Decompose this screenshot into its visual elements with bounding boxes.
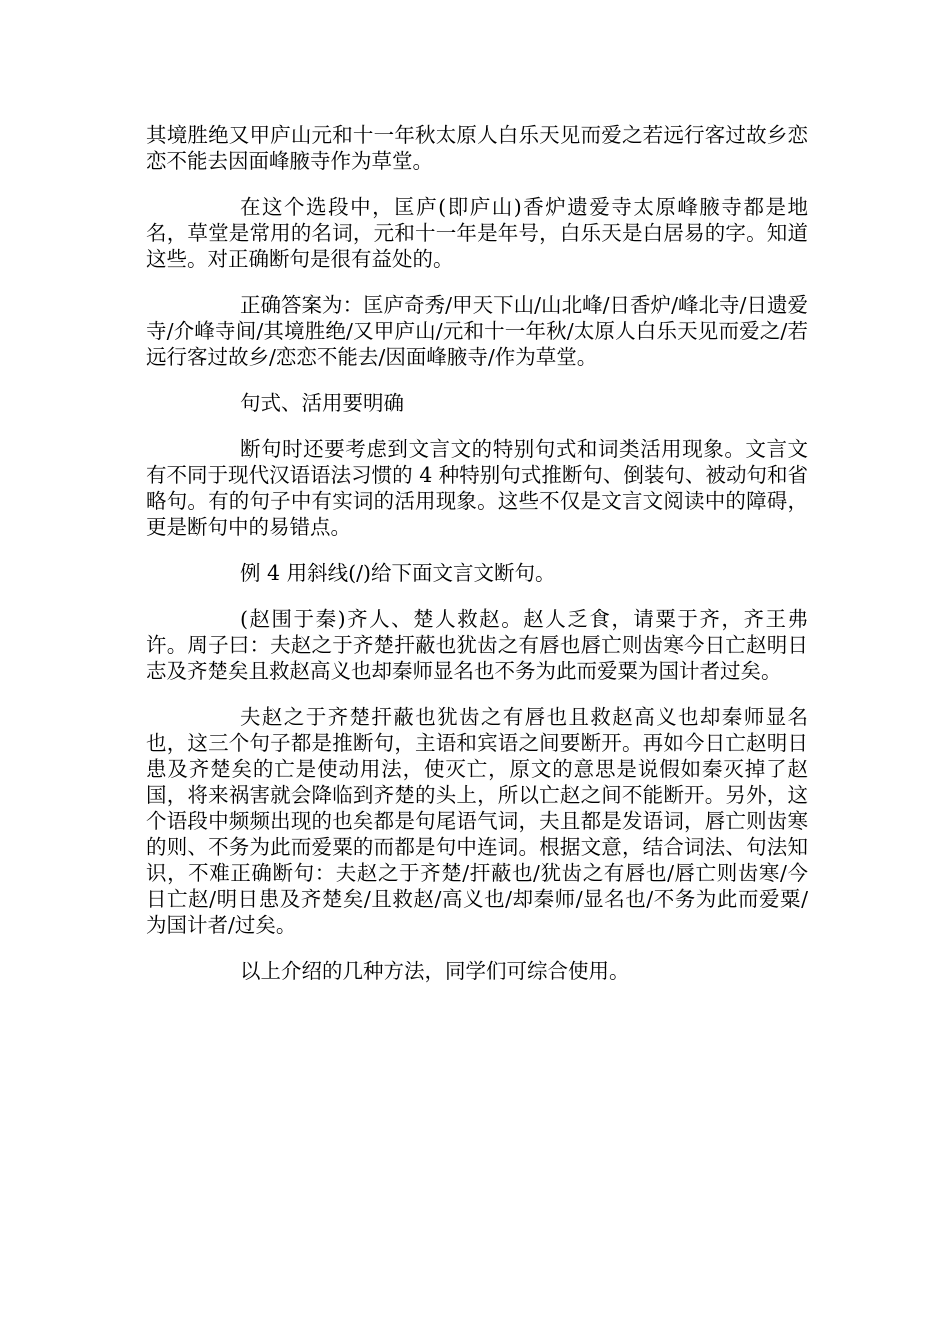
example-prompt: 例 4 用斜线(/)给下面文言文断句。 [240,561,556,585]
paragraph-2: 在这个选段中，匡庐(即庐山)香炉遗爱寺太原峰腋寺都是地名，草堂是常用的名词，元和十一年是年号，白乐天是白居易的字。知道这些。对正确断句是很有益处的。 [146,195,808,271]
paragraph-1: 其境胜绝又甲庐山元和十一年秋太原人白乐天见而爱之若远行客过故乡恋恋不能去因面峰腋寺作为草堂。 [146,123,808,173]
paragraph-8: 夫赵之于齐楚扞蔽也犹齿之有唇也且救赵高义也却秦师显名也，这三个句子都是推断句，主语和宾语之间要断开。再如今日亡赵明日患及齐楚矣的亡是使动用法，使灭亡，原文的意思是说假如秦灭掉了赵国，将来祸害就会降临到齐楚的头上，所以亡赵之间不能断开。另外，这个语段中频频出现的也矣都是句尾语气词，夫且都是发语词，唇亡则齿寒的则、不务为此而爱粟的而都是句中连词。根据文意，结合词法、句法知识，不难正确断句：夫赵之于齐楚/扞蔽也/犹齿之有唇也/唇亡则齿寒/今日亡赵/明日患及齐楚矣/且救赵/高义也/却秦师/显名也/不务为此而爱粟/为国计者/过矣。 [146,705,808,937]
document-body [146,122,808,1004]
paragraph-5: 断句时还要考虑到文言文的特别句式和词类活用现象。文言文有不同于现代汉语语法习惯的 4 种特别句式推断句、倒装句、被动句和省略句。有的句子中有实词的活用现象。这些不仅是文言文阅读中的障碍，更是断句中的易错点。 [146,437,808,539]
paragraph-3: 正确答案为：匡庐奇秀/甲天下山/山北峰/日香炉/峰北寺/日遗爱寺/介峰寺间/其境胜绝/又甲庐山/元和十一年秋/太原人白乐天见而爱之/若远行客过故乡/恋恋不能去/因面峰腋寺/作为草堂。 [146,293,808,369]
section-heading: 句式、活用要明确 [240,391,404,415]
closing-paragraph: 以上介绍的几种方法，同学们可综合使用。 [240,959,630,983]
paragraph-7: (赵围于秦)齐人、楚人救赵。赵人乏食，请粟于齐，齐王弗许。周子曰：夫赵之于齐楚扞蔽也犹齿之有唇也唇亡则齿寒今日亡赵明日志及齐楚矣且救赵高义也却秦师显名也不务为此而爱粟为国计者过矣。 [146,607,808,683]
